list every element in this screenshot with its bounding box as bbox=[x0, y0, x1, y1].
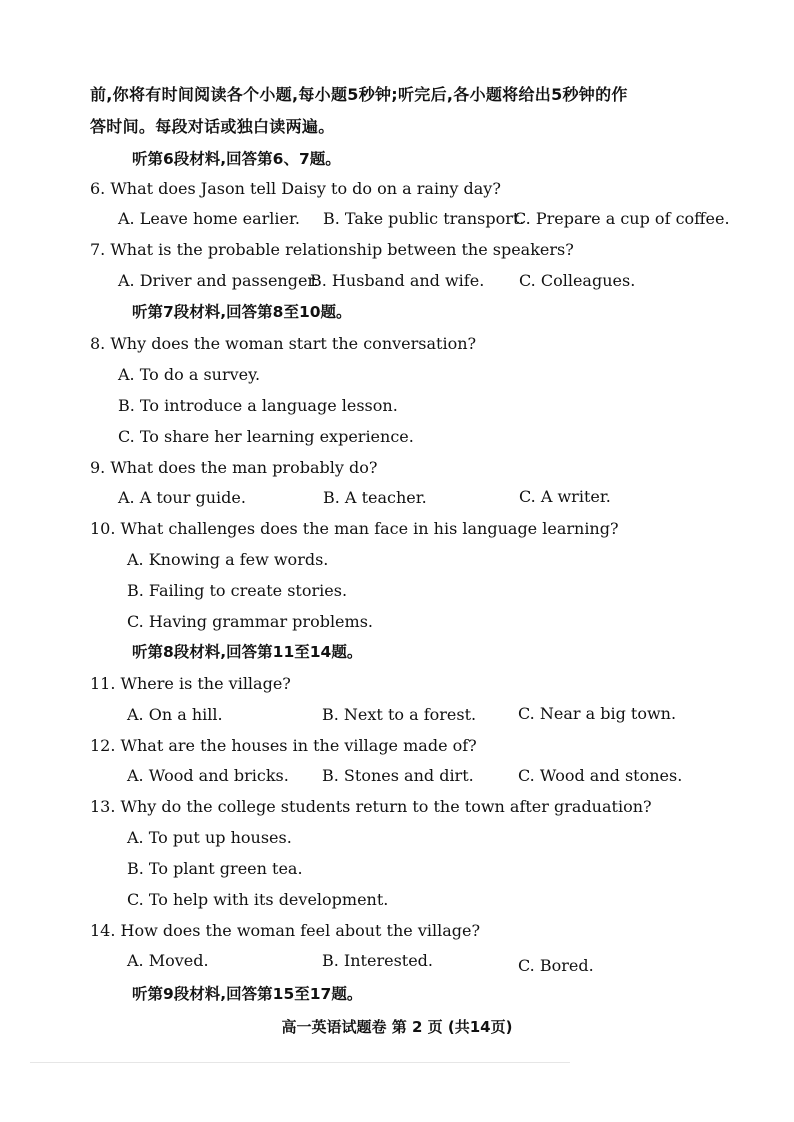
question-8-option-a: A. To do a survey. bbox=[118, 365, 261, 384]
question-14-option-c: C. Bored. bbox=[518, 956, 594, 975]
question-14-stem: 14. How does the woman feel about the village? bbox=[90, 921, 481, 940]
question-12-option-b: B. Stones and dirt. bbox=[322, 766, 474, 785]
question-7-stem: 7. What is the probable relationship between the speakers? bbox=[90, 240, 574, 259]
question-11-option-a: A. On a hill. bbox=[127, 705, 223, 724]
question-10-option-c: C. Having grammar problems. bbox=[127, 612, 373, 631]
question-10-stem: 10. What challenges does the man face in his language learning? bbox=[90, 519, 619, 538]
question-11-option-c: C. Near a big town. bbox=[518, 704, 677, 723]
section-heading-9: 听第9段材料,回答第15至17题。 bbox=[132, 985, 363, 1003]
question-6-stem: 6. What does Jason tell Daisy to do on a rainy day? bbox=[90, 179, 501, 198]
question-8-option-c: C. To share her learning experience. bbox=[118, 427, 414, 446]
question-9-option-b: B. A teacher. bbox=[323, 488, 427, 507]
question-9-stem: 9. What does the man probably do? bbox=[90, 458, 378, 477]
question-13-stem: 13. Why do the college students return to the town after graduation? bbox=[90, 797, 652, 816]
question-13-option-a: A. To put up houses. bbox=[127, 828, 292, 847]
section-heading-8: 听第8段材料,回答第11至14题。 bbox=[132, 643, 363, 661]
question-13-option-c: C. To help with its development. bbox=[127, 890, 389, 909]
section-heading-6: 听第6段材料,回答第6、7题。 bbox=[132, 150, 341, 168]
question-10-option-a: A. Knowing a few words. bbox=[127, 550, 329, 569]
question-12-option-a: A. Wood and bricks. bbox=[127, 766, 289, 785]
question-13-option-b: B. To plant green tea. bbox=[127, 859, 303, 878]
question-7-option-a: A. Driver and passenger. bbox=[118, 271, 319, 290]
question-12-stem: 12. What are the houses in the village made of? bbox=[90, 736, 477, 755]
page-footer: 高一英语试题卷 第 2 页 (共14页) bbox=[281, 1018, 513, 1036]
question-11-option-b: B. Next to a forest. bbox=[322, 705, 477, 724]
question-7-option-c: C. Colleagues. bbox=[519, 271, 636, 290]
question-7-option-b: B. Husband and wife. bbox=[310, 271, 485, 290]
question-14-option-b: B. Interested. bbox=[322, 951, 434, 970]
question-6-option-c: C. Prepare a cup of coffee. bbox=[514, 209, 730, 228]
question-14-option-a: A. Moved. bbox=[127, 951, 209, 970]
question-9-option-a: A. A tour guide. bbox=[118, 488, 246, 507]
question-9-option-c: C. A writer. bbox=[519, 487, 611, 506]
question-10-option-b: B. Failing to create stories. bbox=[127, 581, 348, 600]
question-12-option-c: C. Wood and stones. bbox=[518, 766, 683, 785]
question-8-stem: 8. Why does the woman start the conversation? bbox=[90, 334, 477, 353]
question-8-option-b: B. To introduce a language lesson. bbox=[118, 396, 398, 415]
footer-divider bbox=[30, 1062, 570, 1063]
question-6-option-a: A. Leave home earlier. bbox=[118, 209, 300, 228]
intro-line-1: 前,你将有时间阅读各个小题,每小题5秒钟;听完后,各小题将给出5秒钟的作 bbox=[90, 85, 628, 104]
question-6-option-b: B. Take public transport. bbox=[323, 209, 525, 228]
question-11-stem: 11. Where is the village? bbox=[90, 674, 291, 693]
intro-line-2: 答时间。每段对话或独白读两遍。 bbox=[90, 117, 335, 136]
section-heading-7: 听第7段材料,回答第8至10题。 bbox=[132, 303, 352, 321]
